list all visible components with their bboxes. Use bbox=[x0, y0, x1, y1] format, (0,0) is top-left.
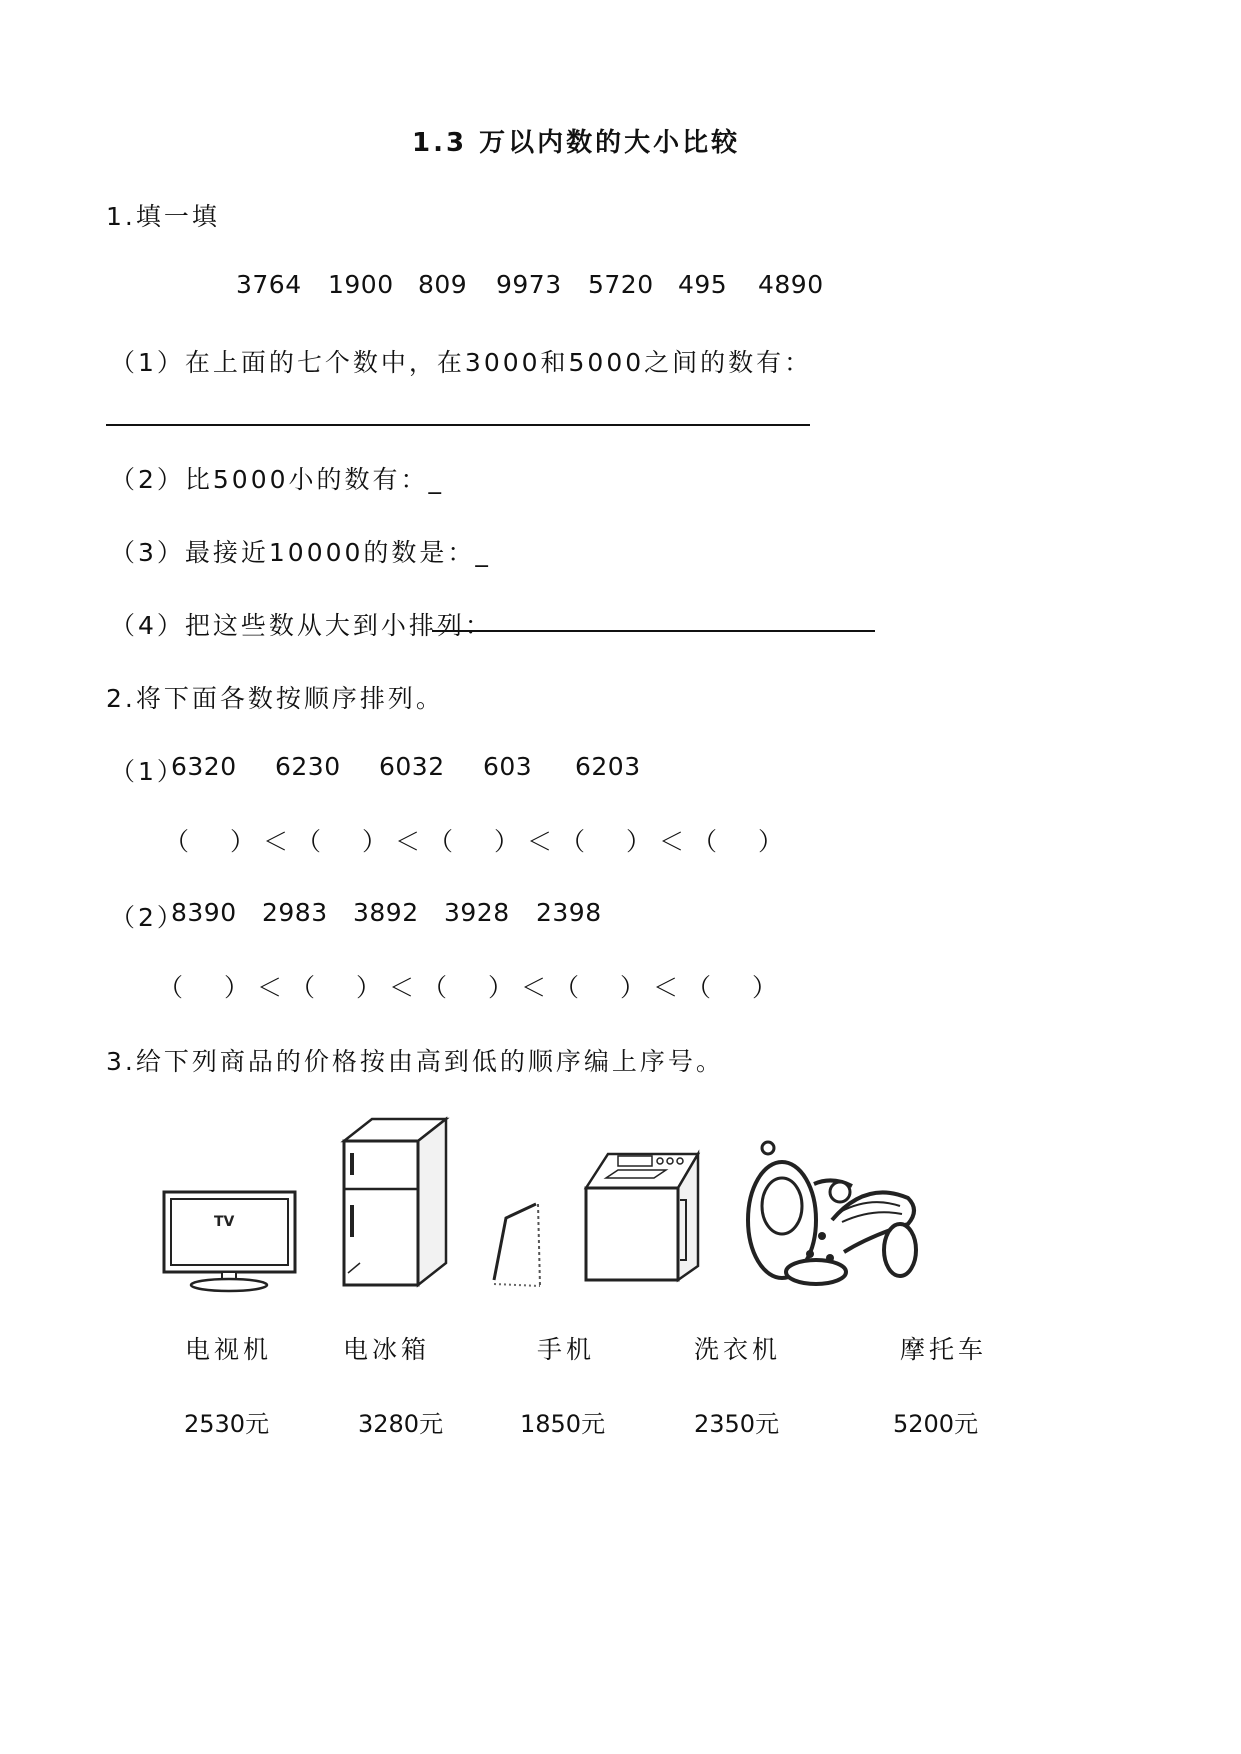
motorcycle-icon bbox=[740, 1140, 920, 1290]
q2-number: 3928 bbox=[444, 898, 510, 927]
q2-heading: 2.将下面各数按顺序排列。 bbox=[106, 684, 444, 713]
q1-heading: 1.填一填 bbox=[106, 202, 220, 231]
q2-ordering-blanks[interactable]: （ ）＜（ ）＜（ ）＜（ ）＜（ ） bbox=[158, 973, 786, 1002]
q1-part-4: （4）把这些数从大到小排列： bbox=[110, 611, 493, 640]
item-name-phone: 手机 bbox=[537, 1335, 596, 1364]
q1-part-1-answer-line[interactable] bbox=[106, 424, 810, 426]
q1-number: 9973 bbox=[496, 270, 562, 299]
tv-icon bbox=[160, 1188, 300, 1298]
item-name-washing-machine: 洗衣机 bbox=[694, 1335, 782, 1364]
item-price-motorcycle: 5200元 bbox=[893, 1410, 979, 1438]
q2-number: 2983 bbox=[262, 898, 328, 927]
item-name-fridge: 电冰箱 bbox=[343, 1335, 431, 1364]
q1-part-2: （2）比5000小的数有：_ bbox=[110, 465, 445, 494]
q2-number: 6320 bbox=[171, 752, 237, 781]
item-price-tv: 2530元 bbox=[184, 1410, 270, 1438]
q3-heading: 3.给下列商品的价格按由高到低的顺序编上序号。 bbox=[106, 1047, 724, 1076]
q2-number: 6230 bbox=[275, 752, 341, 781]
q1-part-4-answer-line[interactable] bbox=[432, 630, 875, 632]
q2-group-label: （2） bbox=[110, 903, 185, 932]
q2-ordering-blanks[interactable]: （ ）＜（ ）＜（ ）＜（ ）＜（ ） bbox=[164, 827, 792, 856]
q2-number: 2398 bbox=[536, 898, 602, 927]
q2-number: 6032 bbox=[379, 752, 445, 781]
item-name-tv: 电视机 bbox=[185, 1335, 273, 1364]
page-title: 1.3 万以内数的大小比较 bbox=[412, 128, 741, 158]
q1-number: 495 bbox=[678, 270, 728, 299]
q1-part-1: （1）在上面的七个数中，在3000和5000之间的数有： bbox=[110, 348, 813, 377]
q1-number: 3764 bbox=[236, 270, 302, 299]
q2-number: 603 bbox=[483, 752, 533, 781]
q2-group-label: （1） bbox=[110, 757, 185, 786]
item-name-motorcycle: 摩托车 bbox=[900, 1335, 988, 1364]
item-price-fridge: 3280元 bbox=[358, 1410, 444, 1438]
washing-machine-icon bbox=[582, 1148, 702, 1288]
q2-number: 6203 bbox=[575, 752, 641, 781]
q1-number: 1900 bbox=[328, 270, 394, 299]
q1-number: 809 bbox=[418, 270, 468, 299]
q1-number: 4890 bbox=[758, 270, 824, 299]
q2-number: 3892 bbox=[353, 898, 419, 927]
phone-icon bbox=[488, 1200, 548, 1290]
tv-screen-text: TV bbox=[214, 1214, 235, 1230]
q1-part-3: （3）最接近10000的数是：_ bbox=[110, 538, 491, 567]
item-price-phone: 1850元 bbox=[520, 1410, 606, 1438]
q1-number: 5720 bbox=[588, 270, 654, 299]
q2-number: 8390 bbox=[171, 898, 237, 927]
fridge-icon bbox=[334, 1113, 454, 1293]
item-price-washing-machine: 2350元 bbox=[694, 1410, 780, 1438]
